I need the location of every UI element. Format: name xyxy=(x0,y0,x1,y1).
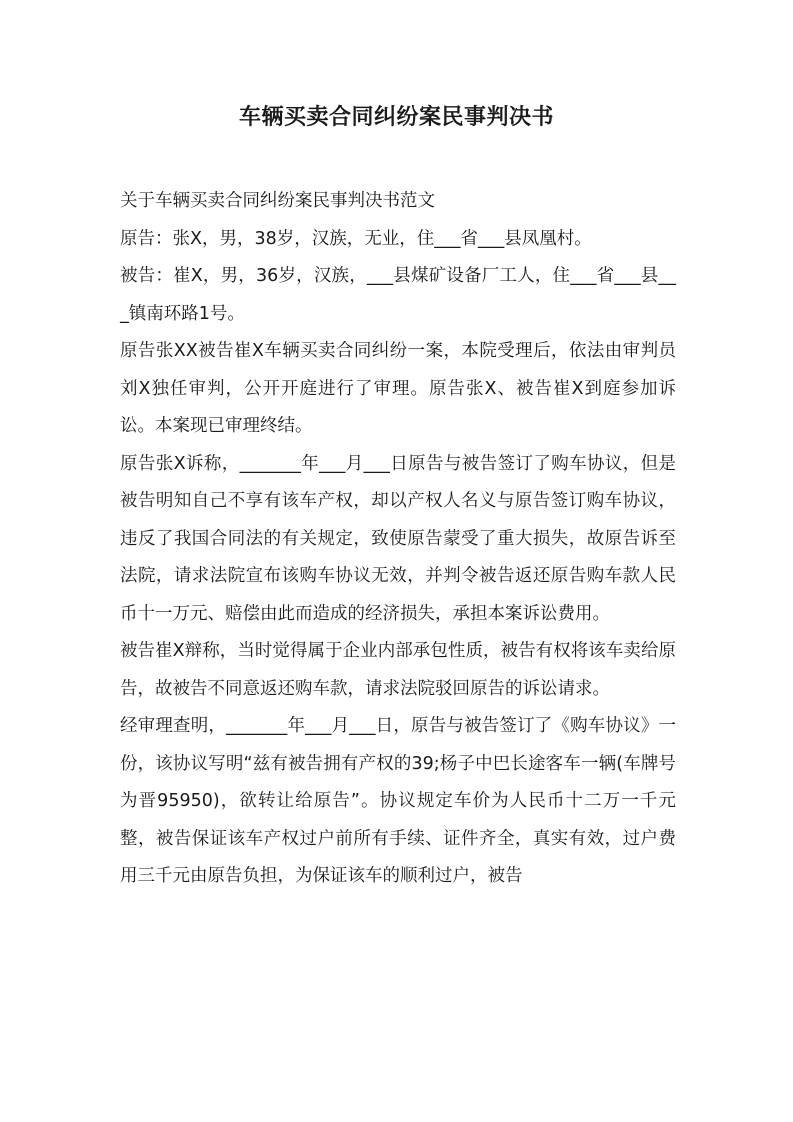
paragraph-defendant-defense: 被告崔X辩称，当时觉得属于企业内部承包性质，被告有权将该车卖给原告，故被告不同意返还购车款，请求法院驳回原告的诉讼请求。 xyxy=(120,641,676,699)
paragraph-plaintiff-claim: 原告张X诉称，_______年___月___日原告与被告签订了购车协议，但是被告明知自己不享有该车产权，却以产权人名义与原告签订购车协议，违反了我国合同法的有关规定，致使原告蒙受了重大损失，故原告诉至法院，请求法院宣布该购车协议无效，并判令被告返还原告购车款人民币十一万元、赔偿由此而造成的经济损失，承担本案诉讼费用。 xyxy=(120,453,676,624)
document-body xyxy=(120,183,676,896)
paragraph-findings: 经审理查明，_______年___月___日，原告与被告签订了《购车协议》一份，该协议写明“兹有被告拥有产权的39;杨子中巴长途客车一辆(车牌号为晋95950)，欲转让给原告”。协议规定车价为人民币十二万一千元整，被告保证该车产权过户前所有手续、证件齐全，真实有效，过户费用三千元由原告负担，为保证该车的顺利过户，被告 xyxy=(120,716,676,886)
paragraph-defendant: 被告：崔X，男，36岁，汉族，___县煤矿设备厂工人，住___省___县___镇南环路1号。 xyxy=(120,266,676,324)
paragraph-subtitle: 关于车辆买卖合同纠纷案民事判决书范文 xyxy=(120,191,435,211)
paragraph-plaintiff: 原告：张X，男，38岁，汉族，无业，住___省___县凤凰村。 xyxy=(120,228,592,249)
document-title: 车辆买卖合同纠纷案民事判决书 xyxy=(238,105,554,130)
paragraph-case-intro: 原告张XX被告崔X车辆买卖合同纠纷一案，本院受理后，依法由审判员刘X独任审判，公开开庭进行了审理。原告张X、被告崔X到庭参加诉讼。本案现已审理终结。 xyxy=(120,341,676,436)
